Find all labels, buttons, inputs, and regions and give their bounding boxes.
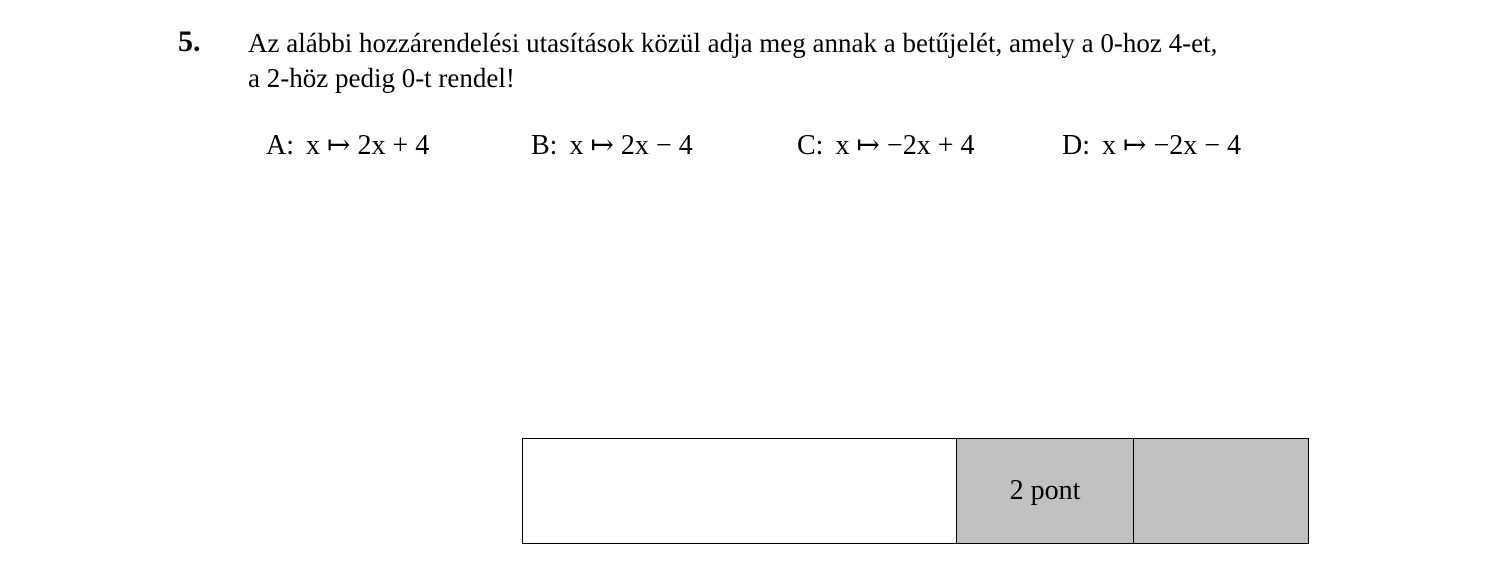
option-c	[797, 128, 975, 164]
score-cell	[1134, 439, 1308, 543]
option-a-letter: A:	[266, 130, 294, 161]
option-d-formula: x ↦ −2x − 4	[1102, 130, 1242, 161]
answer-box	[522, 438, 1309, 544]
question-text	[248, 26, 1348, 96]
option-b-formula: x ↦ 2x − 4	[569, 130, 693, 161]
option-b	[531, 128, 693, 164]
question-text-line-2: a 2-höz pedig 0-t rendel!	[248, 63, 515, 93]
option-c-formula: x ↦ −2x + 4	[835, 130, 975, 161]
option-d	[1062, 128, 1241, 164]
points-cell	[957, 439, 1134, 543]
question-text-line-1: Az alábbi hozzárendelési utasítások közül adja meg annak a betűjelét, amely a 0-hoz 4-et,	[248, 28, 1218, 58]
option-d-letter: D:	[1062, 130, 1090, 161]
option-b-letter: B:	[531, 130, 558, 161]
question-number: 5.	[178, 25, 201, 58]
points-label: 2 pont	[1009, 475, 1081, 506]
option-a	[266, 128, 429, 164]
option-c-letter: C:	[797, 130, 824, 161]
option-a-formula: x ↦ 2x + 4	[306, 130, 430, 161]
answer-field[interactable]	[523, 439, 957, 543]
